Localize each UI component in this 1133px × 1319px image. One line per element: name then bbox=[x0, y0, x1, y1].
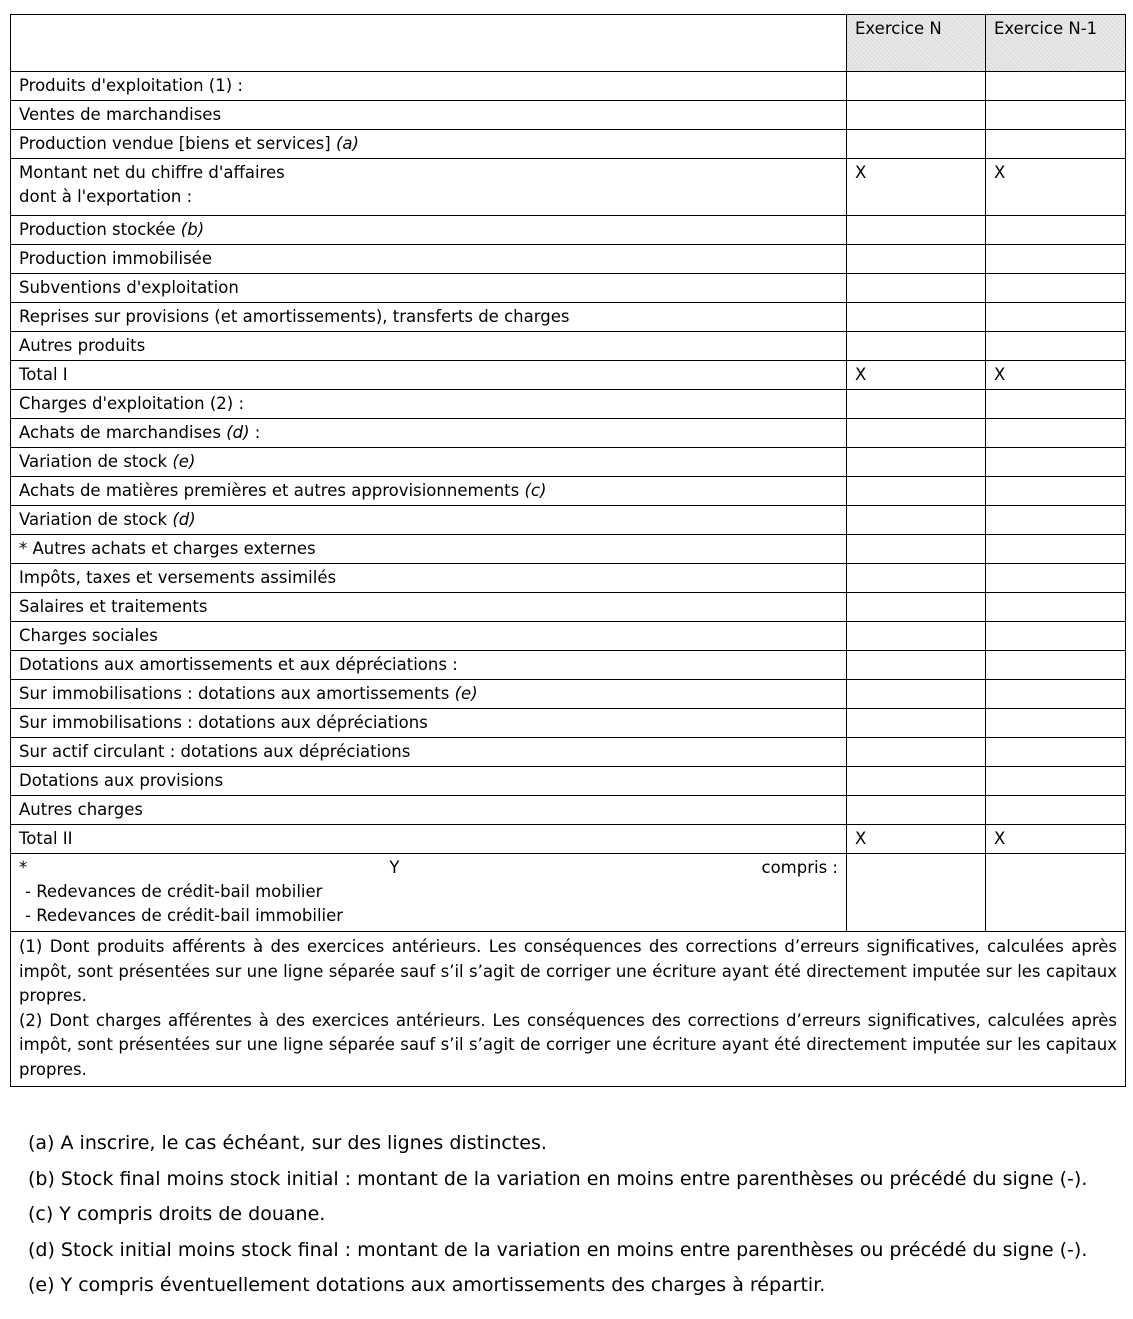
table-header-row bbox=[11, 15, 1126, 72]
table-row bbox=[11, 680, 1126, 709]
cell-exercice-n-1 bbox=[986, 767, 1126, 796]
including-item: - Redevances de crédit-bail immobilier bbox=[25, 906, 344, 925]
row-note-ref: (c) bbox=[524, 481, 547, 500]
cell-exercice-n bbox=[847, 651, 986, 680]
cell-exercice-n-1 bbox=[986, 651, 1126, 680]
cell-exercice-n-1 bbox=[986, 535, 1126, 564]
table-row bbox=[11, 303, 1126, 332]
cell-exercice-n bbox=[847, 332, 986, 361]
row-label-cell bbox=[11, 564, 847, 593]
row-label-cell bbox=[11, 680, 847, 709]
including-cell-n bbox=[847, 854, 986, 932]
cell-exercice-n bbox=[847, 767, 986, 796]
row-label-cell bbox=[11, 303, 847, 332]
table-row bbox=[11, 709, 1126, 738]
cell-exercice-n-1 bbox=[986, 332, 1126, 361]
header-exercice-n-1: Exercice N-1 bbox=[986, 15, 1126, 72]
row-label: Produits d'exploitation (1) : bbox=[19, 76, 243, 95]
table-row bbox=[11, 361, 1126, 390]
row-label: Variation de stock bbox=[19, 510, 168, 529]
including-item: - Redevances de crédit-bail mobilier bbox=[25, 882, 323, 901]
row-label: Montant net du chiffre d'affaires bbox=[19, 163, 285, 182]
row-note-ref: (b) bbox=[180, 220, 205, 239]
cell-exercice-n-1 bbox=[986, 680, 1126, 709]
table-row bbox=[11, 274, 1126, 303]
cell-exercice-n-1 bbox=[986, 709, 1126, 738]
cell-exercice-n bbox=[847, 130, 986, 159]
cell-exercice-n bbox=[847, 448, 986, 477]
row-label-cell bbox=[11, 72, 847, 101]
table-body bbox=[11, 15, 1126, 1087]
row-note-ref: (a) bbox=[335, 134, 359, 153]
row-label-line2: dont à l'exportation : bbox=[19, 187, 193, 206]
cell-exercice-n-1 bbox=[986, 593, 1126, 622]
row-label-cell bbox=[11, 130, 847, 159]
row-label-cell bbox=[11, 738, 847, 767]
including-heading bbox=[19, 856, 838, 880]
cell-exercice-n-1 bbox=[986, 130, 1126, 159]
row-label-cell bbox=[11, 506, 847, 535]
table-row bbox=[11, 216, 1126, 245]
including-compris: compris : bbox=[761, 858, 838, 877]
including-row bbox=[11, 854, 1126, 932]
cell-exercice-n-1 bbox=[986, 390, 1126, 419]
cell-exercice-n-1 bbox=[986, 216, 1126, 245]
footnotes-cell bbox=[11, 932, 1126, 1087]
table-row bbox=[11, 448, 1126, 477]
cell-exercice-n bbox=[847, 506, 986, 535]
cell-exercice-n bbox=[847, 477, 986, 506]
cell-exercice-n-1 bbox=[986, 564, 1126, 593]
cell-exercice-n-1 bbox=[986, 274, 1126, 303]
table-row bbox=[11, 477, 1126, 506]
row-label: Ventes de marchandises bbox=[19, 105, 222, 124]
row-note-ref: (d) bbox=[172, 510, 196, 529]
row-label: Variation de stock bbox=[19, 452, 168, 471]
cell-exercice-n-1 bbox=[986, 448, 1126, 477]
outer-notes bbox=[28, 1126, 1118, 1304]
table-row bbox=[11, 738, 1126, 767]
including-cell bbox=[11, 854, 847, 932]
header-label-cell bbox=[11, 15, 847, 72]
cell-exercice-n-1 bbox=[986, 477, 1126, 506]
row-label: Charges sociales bbox=[19, 626, 158, 645]
cell-exercice-n bbox=[847, 593, 986, 622]
row-label: Production stockée bbox=[19, 220, 176, 239]
row-note-ref: (e) bbox=[454, 684, 478, 703]
row-label-cell bbox=[11, 245, 847, 274]
row-label: Achats de matières premières et autres approvisionnements bbox=[19, 481, 520, 500]
table-row bbox=[11, 593, 1126, 622]
cell-exercice-n bbox=[847, 72, 986, 101]
row-label-suffix: : bbox=[249, 423, 261, 442]
note-a: (a) A inscrire, le cas échéant, sur des lignes distinctes. bbox=[28, 1132, 547, 1154]
cell-exercice-n-1 bbox=[986, 101, 1126, 130]
cell-exercice-n bbox=[847, 245, 986, 274]
cell-exercice-n: X bbox=[847, 361, 986, 390]
row-note-ref: (e) bbox=[172, 452, 196, 471]
cell-exercice-n-1: X bbox=[986, 825, 1126, 854]
row-label-cell bbox=[11, 796, 847, 825]
row-label: Total I bbox=[19, 365, 68, 384]
cell-exercice-n-1 bbox=[986, 419, 1126, 448]
cell-exercice-n bbox=[847, 709, 986, 738]
table-row bbox=[11, 796, 1126, 825]
row-label-cell bbox=[11, 361, 847, 390]
including-cell-n-1 bbox=[986, 854, 1126, 932]
table-row bbox=[11, 825, 1126, 854]
cell-exercice-n bbox=[847, 796, 986, 825]
note-b: (b) Stock final moins stock initial : montant de la variation en moins entre parenthèses ou précédé du signe (-). bbox=[28, 1167, 1088, 1190]
row-label-cell bbox=[11, 593, 847, 622]
cell-exercice-n bbox=[847, 390, 986, 419]
row-label-cell bbox=[11, 448, 847, 477]
header-exercice-n: Exercice N bbox=[847, 15, 986, 72]
cell-exercice-n-1: X bbox=[986, 361, 1126, 390]
row-label: Salaires et traitements bbox=[19, 597, 208, 616]
row-label: Production immobilisée bbox=[19, 249, 212, 268]
row-label: Sur immobilisations : dotations aux dépréciations bbox=[19, 713, 428, 732]
table-row bbox=[11, 332, 1126, 361]
cell-exercice-n-1 bbox=[986, 622, 1126, 651]
table-row bbox=[11, 622, 1126, 651]
row-label: Charges d'exploitation (2) : bbox=[19, 394, 245, 413]
row-label: Subventions d'exploitation bbox=[19, 278, 239, 297]
cell-exercice-n bbox=[847, 564, 986, 593]
cell-exercice-n bbox=[847, 101, 986, 130]
cell-exercice-n: X bbox=[847, 825, 986, 854]
row-note-ref: (d) bbox=[226, 423, 250, 442]
table-row bbox=[11, 101, 1126, 130]
row-label: Dotations aux amortissements et aux dépréciations : bbox=[19, 655, 458, 674]
footnotes-row bbox=[11, 932, 1126, 1087]
row-label-cell bbox=[11, 332, 847, 361]
row-label: Sur immobilisations : dotations aux amortissements bbox=[19, 684, 450, 703]
row-label: Reprises sur provisions (et amortissements), transferts de charges bbox=[19, 307, 570, 326]
row-label-cell bbox=[11, 767, 847, 796]
row-label: * Autres achats et charges externes bbox=[19, 539, 316, 558]
row-label-cell bbox=[11, 477, 847, 506]
cell-exercice-n-1 bbox=[986, 72, 1126, 101]
row-label: Production vendue [biens et services] bbox=[19, 134, 331, 153]
footnote-1: (1) Dont produits afférents à des exercices antérieurs. Les conséquences des corrections d’erreurs significatives, calculées après impôt, sont présentées sur une ligne séparée sauf s’il s’agit de corriger une écriture ayant été directement imputée sur les capitaux propres. bbox=[19, 937, 1117, 1005]
row-label-cell bbox=[11, 825, 847, 854]
row-label: Sur actif circulant : dotations aux dépréciations bbox=[19, 742, 411, 761]
row-label-cell bbox=[11, 709, 847, 738]
cell-exercice-n bbox=[847, 216, 986, 245]
cell-exercice-n bbox=[847, 680, 986, 709]
row-label: Autres charges bbox=[19, 800, 143, 819]
cell-exercice-n-1: X bbox=[986, 159, 1126, 216]
cell-exercice-n bbox=[847, 738, 986, 767]
cell-exercice-n-1 bbox=[986, 245, 1126, 274]
cell-exercice-n: X bbox=[847, 159, 986, 216]
table-row bbox=[11, 390, 1126, 419]
cell-exercice-n-1 bbox=[986, 738, 1126, 767]
row-label-cell bbox=[11, 216, 847, 245]
row-label: Impôts, taxes et versements assimilés bbox=[19, 568, 337, 587]
row-label: Achats de marchandises bbox=[19, 423, 221, 442]
row-label-cell bbox=[11, 101, 847, 130]
including-star: * bbox=[19, 858, 28, 877]
table-row bbox=[11, 419, 1126, 448]
including-y: Y bbox=[389, 858, 400, 877]
cell-exercice-n bbox=[847, 303, 986, 332]
cell-exercice-n bbox=[847, 274, 986, 303]
row-label: Autres produits bbox=[19, 336, 146, 355]
table-row bbox=[11, 130, 1126, 159]
note-d: (d) Stock initial moins stock final : montant de la variation en moins entre parenthèses ou précédé du signe (-). bbox=[28, 1238, 1088, 1261]
cell-exercice-n bbox=[847, 419, 986, 448]
cell-exercice-n bbox=[847, 622, 986, 651]
row-label-cell bbox=[11, 274, 847, 303]
table-row bbox=[11, 564, 1126, 593]
table-row bbox=[11, 535, 1126, 564]
row-label-cell bbox=[11, 390, 847, 419]
row-label-cell bbox=[11, 622, 847, 651]
income-statement-table bbox=[10, 14, 1126, 1087]
note-c: (c) Y compris droits de douane. bbox=[28, 1203, 326, 1225]
table-row bbox=[11, 651, 1126, 680]
table-row bbox=[11, 245, 1126, 274]
row-label: Dotations aux provisions bbox=[19, 771, 224, 790]
cell-exercice-n-1 bbox=[986, 303, 1126, 332]
row-label: Total II bbox=[19, 829, 73, 848]
note-e: (e) Y compris éventuellement dotations aux amortissements des charges à répartir. bbox=[28, 1274, 826, 1296]
cell-exercice-n-1 bbox=[986, 506, 1126, 535]
cell-exercice-n-1 bbox=[986, 796, 1126, 825]
table-row bbox=[11, 159, 1126, 216]
cell-exercice-n bbox=[847, 535, 986, 564]
table-row bbox=[11, 767, 1126, 796]
table-row bbox=[11, 506, 1126, 535]
row-label-cell bbox=[11, 535, 847, 564]
row-label-cell bbox=[11, 419, 847, 448]
footnote-2: (2) Dont charges afférentes à des exercices antérieurs. Les conséquences des corrections d’erreurs significatives, calculées après impôt, sont présentées sur une ligne séparée sauf s’il s’agit de corriger une écriture ayant été directement imputée sur les capitaux propres. bbox=[19, 1010, 1117, 1079]
table-row bbox=[11, 72, 1126, 101]
row-label-cell bbox=[11, 651, 847, 680]
row-label-cell bbox=[11, 159, 847, 216]
